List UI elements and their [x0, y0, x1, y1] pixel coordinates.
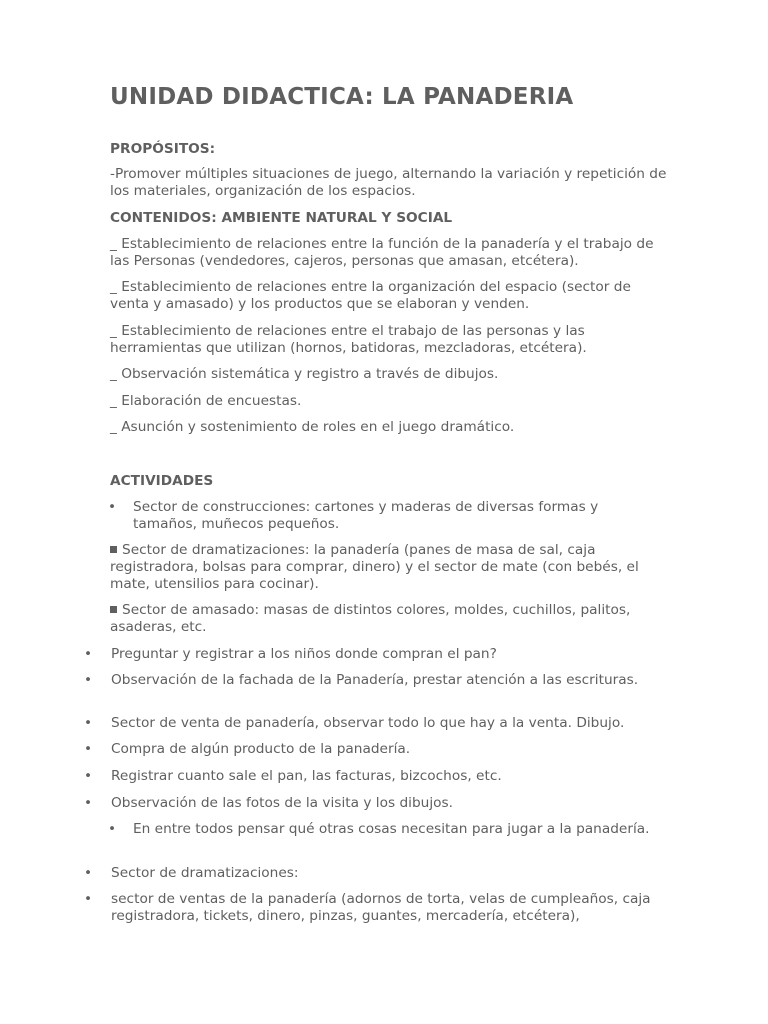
list-item-text: Registrar cuanto sale el pan, las facturas, bizcochos, etc. — [111, 768, 502, 784]
square-bullet-icon — [110, 606, 117, 613]
bullet-icon: • — [84, 672, 93, 688]
contenido-item: _ Establecimiento de relaciones entre la función de la panadería y el trabajo de las Personas (vendedores, cajeros, personas que amasan, etcétera). — [110, 236, 654, 269]
contenido-item: _ Establecimiento de relaciones entre la organización del espacio (sector de venta y amasado) y los productos que se elaboran y venden. — [110, 279, 631, 312]
propositos-heading: PROPÓSITOS: — [110, 141, 216, 157]
bullet-icon: • — [84, 741, 93, 757]
bullet-icon: • — [108, 499, 117, 515]
list-item-text: sector de ventas de la panadería (adornos de torta, velas de cumpleaños, caja registradora, tickets, dinero, pinzas, guantes, mercadería, etcétera), — [111, 891, 651, 924]
bullet-icon: • — [84, 795, 93, 811]
contenido-item: _ Elaboración de encuestas. — [110, 393, 302, 409]
bullet-icon: • — [84, 646, 93, 662]
sector-dramatizaciones-item — [110, 542, 670, 593]
list-item-text: Preguntar y registrar a los niños donde compran el pan? — [111, 646, 497, 662]
propositos-text: -Promover múltiples situaciones de juego, alternando la variación y repetición de los materiales, organización de los espacios. — [110, 166, 667, 199]
contenido-item: _ Establecimiento de relaciones entre el trabajo de las personas y las herramientas que utilizan (hornos, batidoras, mezcladoras, etcétera). — [110, 323, 587, 356]
sector-construcciones-text: Sector de construcciones: cartones y maderas de diversas formas y tamaños, muñecos pequeños. — [133, 499, 599, 532]
contenido-item: _ Observación sistemática y registro a través de dibujos. — [110, 366, 499, 382]
bullet-icon: • — [84, 768, 93, 784]
list-item-text: Observación de las fotos de la visita y los dibujos. — [111, 795, 453, 811]
sector-amasado-item — [110, 602, 670, 636]
bullet-icon: • — [84, 865, 93, 881]
bullet-icon: • — [84, 891, 93, 907]
document-title: UNIDAD DIDACTICA: LA PANADERIA — [110, 84, 574, 110]
list-item-text: Compra de algún producto de la panadería. — [111, 741, 411, 757]
list-item-text: Sector de venta de panadería, observar todo lo que hay a la venta. Dibujo. — [111, 715, 625, 731]
list-item-text: Observación de la fachada de la Panadería, prestar atención a las escrituras. — [111, 672, 639, 688]
list-item-text: En entre todos pensar qué otras cosas necesitan para jugar a la panadería. — [133, 821, 650, 837]
contenidos-heading: CONTENIDOS: AMBIENTE NATURAL Y SOCIAL — [110, 210, 453, 226]
sector-dramatizaciones-text: Sector de dramatizaciones: la panadería (panes de masa de sal, caja registradora, bolsas para comprar, dinero) y el sector de mate (con bebés, el mate, utensilios para cocinar). — [110, 542, 639, 592]
square-bullet-icon — [110, 546, 117, 553]
list-item-text: Sector de dramatizaciones: — [111, 865, 299, 881]
contenido-item: _ Asunción y sostenimiento de roles en el juego dramático. — [110, 419, 515, 435]
actividades-heading: ACTIVIDADES — [110, 473, 214, 489]
bullet-icon: • — [108, 821, 117, 837]
sector-amasado-text: Sector de amasado: masas de distintos colores, moldes, cuchillos, palitos, asaderas, etc. — [110, 602, 631, 635]
bullet-icon: • — [84, 715, 93, 731]
